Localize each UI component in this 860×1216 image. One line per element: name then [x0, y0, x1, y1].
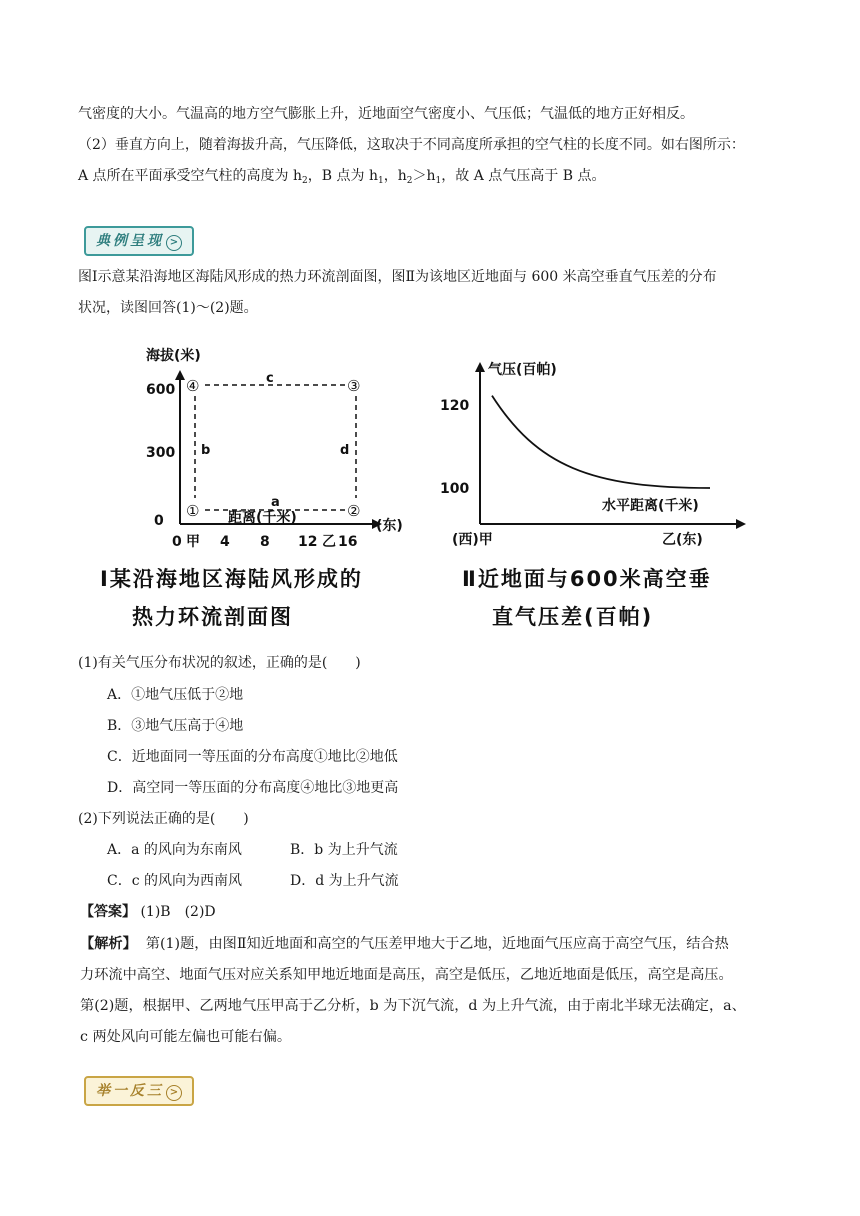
fig2-caption-2: 直气压差(百帕)	[492, 605, 654, 629]
fig1-point-1: ①	[186, 502, 200, 520]
fig2-east-label: 乙(东)	[662, 532, 703, 548]
analysis-label: 【解析】	[80, 936, 137, 952]
fig1-xtick-yi: 乙	[322, 534, 336, 550]
fig1-xtick-4: 4	[220, 534, 230, 550]
question-intro-line-1: 图Ⅰ示意某沿海地区海陆风形成的热力环流剖面图，图Ⅱ为该地区近地面与 600 米高空垂直气压差的分布	[78, 269, 717, 285]
fig1-point-2: ②	[347, 502, 361, 520]
practice-badge: 举一反三 >	[84, 1076, 194, 1106]
fig1-xtick-jia: 甲	[186, 534, 200, 550]
fig1-xtick-0: 0	[172, 534, 182, 550]
q1-option-a: A．①地气压低于②地	[107, 687, 244, 703]
fig1-direction: (东)	[376, 518, 403, 534]
intro-line-2: （2）垂直方向上，随着海拔升高，气压降低，这取决于不同高度所承担的空气柱的长度不同。如右图所示：	[78, 137, 745, 153]
q2-option-a: A．a 的风向为东南风	[107, 842, 242, 858]
fig1-segment-a-label: a	[271, 495, 280, 510]
fig1-point-3: ③	[347, 377, 361, 395]
figure-1	[100, 338, 440, 638]
arrow-right-icon: >	[166, 1085, 182, 1101]
q1-option-b: B．③地气压高于④地	[107, 718, 244, 734]
answer	[80, 901, 216, 921]
fig2-ytick-100: 100	[440, 481, 470, 497]
intro-line-1: 气密度的大小。气温高的地方空气膨胀上升，近地面空气密度小、气压低；气温低的地方正好相反。	[78, 106, 694, 122]
q1-option-d: D．高空同一等压面的分布高度④地比③地更高	[107, 780, 399, 796]
fig1-ytick-0: 0	[154, 513, 164, 529]
arrow-right-icon: >	[166, 235, 182, 251]
fig1-xtick-16: 16	[338, 534, 358, 550]
fig1-caption-2: 热力环流剖面图	[132, 605, 293, 629]
answer-text: (1)B (2)D	[140, 904, 216, 920]
fig2-ylabel: 气压(百帕)	[488, 362, 557, 378]
fig1-segment-d-label: d	[340, 443, 350, 458]
analysis-line-1: 【解析】 第(1)题，由图Ⅱ知近地面和高空的气压差甲地大于乙地，近地面气压应高于高空气压，结合热	[80, 936, 729, 952]
analysis-line-4: c 两处风向可能左偏也可能右偏。	[80, 1029, 292, 1045]
q1-stem: (1)有关气压分布状况的叙述，正确的是( )	[78, 655, 361, 671]
q2-option-d: D．d 为上升气流	[290, 873, 399, 889]
q2-option-b: B．b 为上升气流	[290, 842, 398, 858]
fig1-xtick-8: 8	[260, 534, 270, 550]
example-badge: 典例呈现 >	[84, 226, 194, 256]
question-intro-line-2: 状况，读图回答(1)～(2)题。	[78, 300, 258, 316]
analysis-line-2: 力环流中高空、地面气压对应关系知甲地近地面是高压，高空是低压，乙地近地面是低压，高空是高压。	[80, 967, 733, 983]
fig2-pressure-curve	[492, 396, 710, 488]
fig1-xtick-12: 12	[298, 534, 318, 550]
q2-stem: (2)下列说法正确的是( )	[78, 811, 249, 827]
intro-line-3: A 点所在平面承受空气柱的高度为 $h_2$，B 点为 $h_1$，$h_2>h_1$，故 A 点气压高于 B 点。	[78, 168, 606, 186]
fig1-ytick-600: 600	[146, 382, 176, 398]
fig1-y-arrow	[175, 370, 185, 380]
fig1-point-4: ④	[186, 377, 200, 395]
fig2-caption-1: Ⅱ近地面与600米高空垂	[462, 567, 712, 591]
fig1-segment-c-label: c	[266, 371, 274, 386]
fig2-xlabel: 水平距离(千米)	[602, 498, 699, 514]
fig1-ylabel: 海拔(米)	[146, 348, 201, 364]
fig1-segment-b-label: b	[201, 443, 211, 458]
fig2-west-label: (西)甲	[452, 532, 493, 548]
q1-option-c: C．近地面同一等压面的分布高度①地比②地低	[107, 749, 398, 765]
fig2-x-arrow	[736, 519, 746, 529]
answer-label: 【答案】	[80, 904, 136, 920]
figure-2	[440, 338, 750, 638]
analysis-line-3: 第(2)题，根据甲、乙两地气压甲高于乙分析，b 为下沉气流，d 为上升气流，由于南北半球无法确定，a、	[80, 998, 746, 1014]
fig2-ytick-120: 120	[440, 398, 470, 414]
fig2-y-arrow	[475, 362, 485, 372]
fig1-ytick-300: 300	[146, 445, 176, 461]
fig1-xlabel: 距离(千米)	[228, 510, 297, 526]
q2-option-c: C．c 的风向为西南风	[107, 873, 243, 889]
fig1-caption-1: Ⅰ某沿海地区海陆风形成的	[100, 567, 363, 591]
